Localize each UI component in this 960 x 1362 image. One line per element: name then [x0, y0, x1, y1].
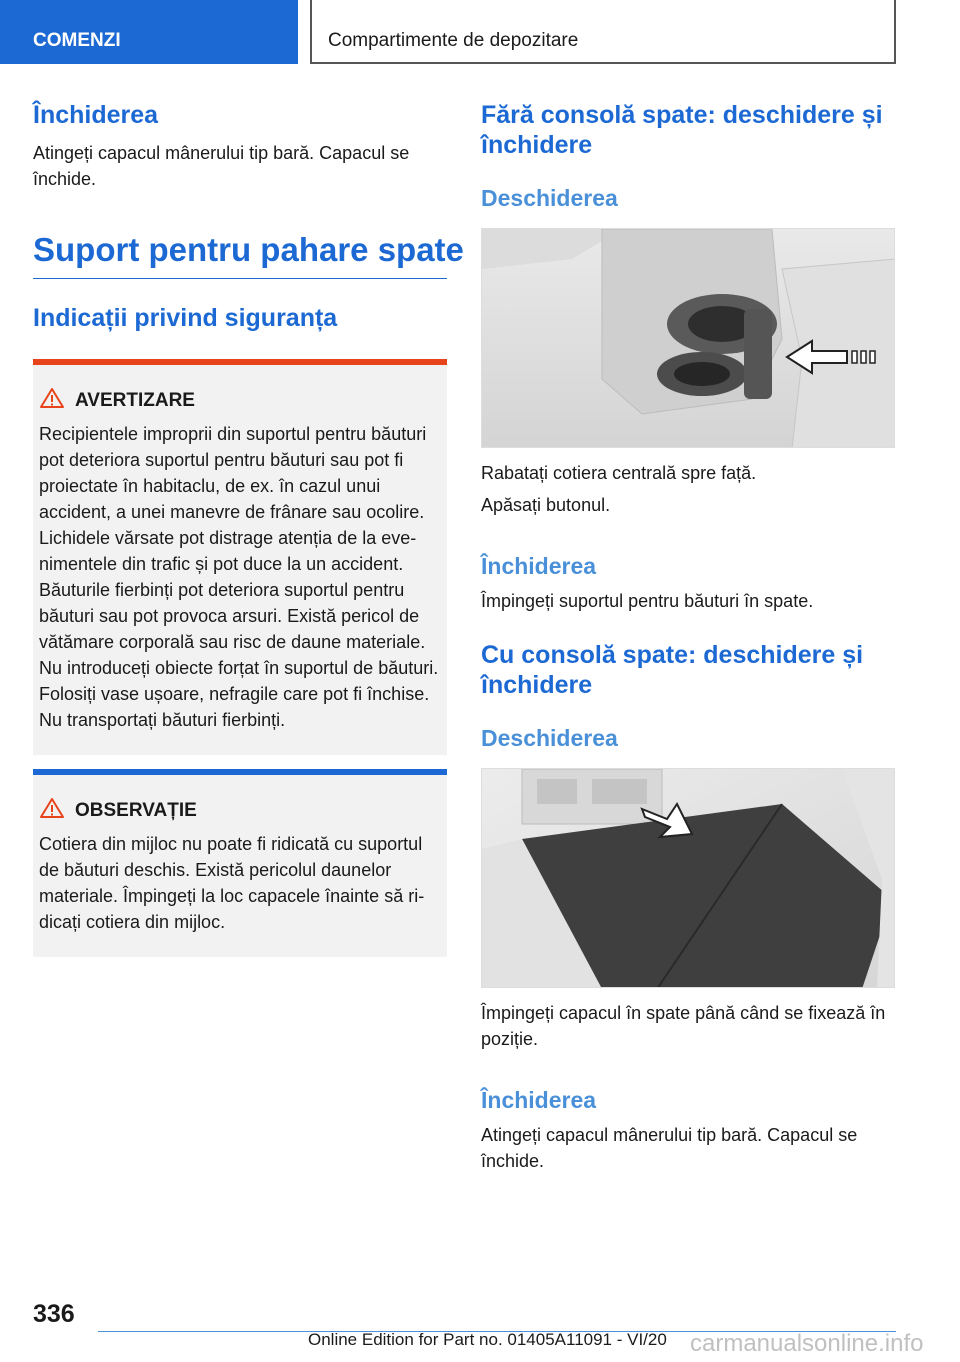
- warning-title-row: [39, 387, 441, 415]
- no-console-heading: Fără consolă spate: deschidere și închidere: [481, 101, 883, 159]
- section-title: Suport pentru pahare spate: [33, 230, 447, 279]
- closing-heading-1: Închiderea: [481, 553, 597, 579]
- warning-title: AVERTIZARE: [75, 390, 195, 411]
- console-heading: Cu consolă spate: deschidere și închidere: [481, 641, 864, 699]
- opening-1-step2: Apăsați butonul.: [481, 495, 611, 515]
- watermark: carmanualsonline.info: [690, 1330, 924, 1357]
- cupholder-photo: [481, 228, 895, 448]
- closing-heading: Închiderea: [33, 101, 159, 129]
- left-column: [33, 100, 464, 957]
- safety-heading: Indicații privind siguranța: [33, 304, 338, 332]
- closing-text: Atingeți capacul mânerului tip bară. Capacul se închide.: [33, 143, 410, 189]
- closing-1-text: Împingeți suportul pentru băuturi în spate.: [481, 591, 814, 611]
- notice-text: Cotiera din mijloc nu poate fi ridicată cu suportul de băuturi deschis. Există pericolul daunelor materiale. Împingeți la loc capacele înainte să ridicați cotiera din mijloc.: [39, 834, 425, 932]
- notice-triangle-icon: [39, 797, 65, 825]
- opening-2-text: Împingeți capacul în spate până când se fixează în poziție.: [481, 1003, 886, 1049]
- console-cover-photo: [481, 768, 895, 988]
- footer-edition: Online Edition for Part no. 01405A11091 - VI/20: [308, 1330, 667, 1349]
- closing-2-text: Atingeți capacul mânerului tip bară. Capacul se închide.: [481, 1125, 858, 1171]
- opening-heading-1: Deschiderea: [481, 185, 618, 211]
- section-tab: [0, 0, 298, 64]
- warning-box: [33, 359, 447, 755]
- warning-text: Recipientele improprii din suportul pentru băuturi pot deteriora suportul pentru băuturi sau pot fi proiectate în habitaclu, de ex. în cazul unui accident, a unei manevre de frânare sau ocolire. Lichidele vărsate pot distrage atenția de la evenimentele din trafic și pot duce la un accident. Băuturile fierbinți pot deteriora suportul pentru băuturi sau pot provoca arsuri. Există pericol de vătămare corporală sau risc de daune materiale. Nu introduceți obiecte forțat în suportul de băuturi. Folosiți vase ușoare, nefragile care pot fi închise. Nu transportați băuturi fierbinți.: [39, 424, 439, 730]
- closing-heading-2: Închiderea: [481, 1087, 597, 1113]
- notice-title: OBSERVAȚIE: [75, 800, 197, 821]
- chapter-header: [310, 0, 896, 64]
- page-number: 336: [33, 1300, 75, 1328]
- right-column: [481, 100, 895, 1174]
- notice-box: [33, 769, 447, 957]
- warning-triangle-icon: [39, 387, 65, 415]
- opening-heading-2: Deschiderea: [481, 725, 618, 751]
- section-label: COMENZI: [33, 30, 121, 51]
- chapter-label: Compartimente de depozitare: [328, 30, 579, 51]
- opening-1-step1: Rabatați cotiera centrală spre față.: [481, 463, 757, 483]
- notice-title-row: [39, 797, 441, 825]
